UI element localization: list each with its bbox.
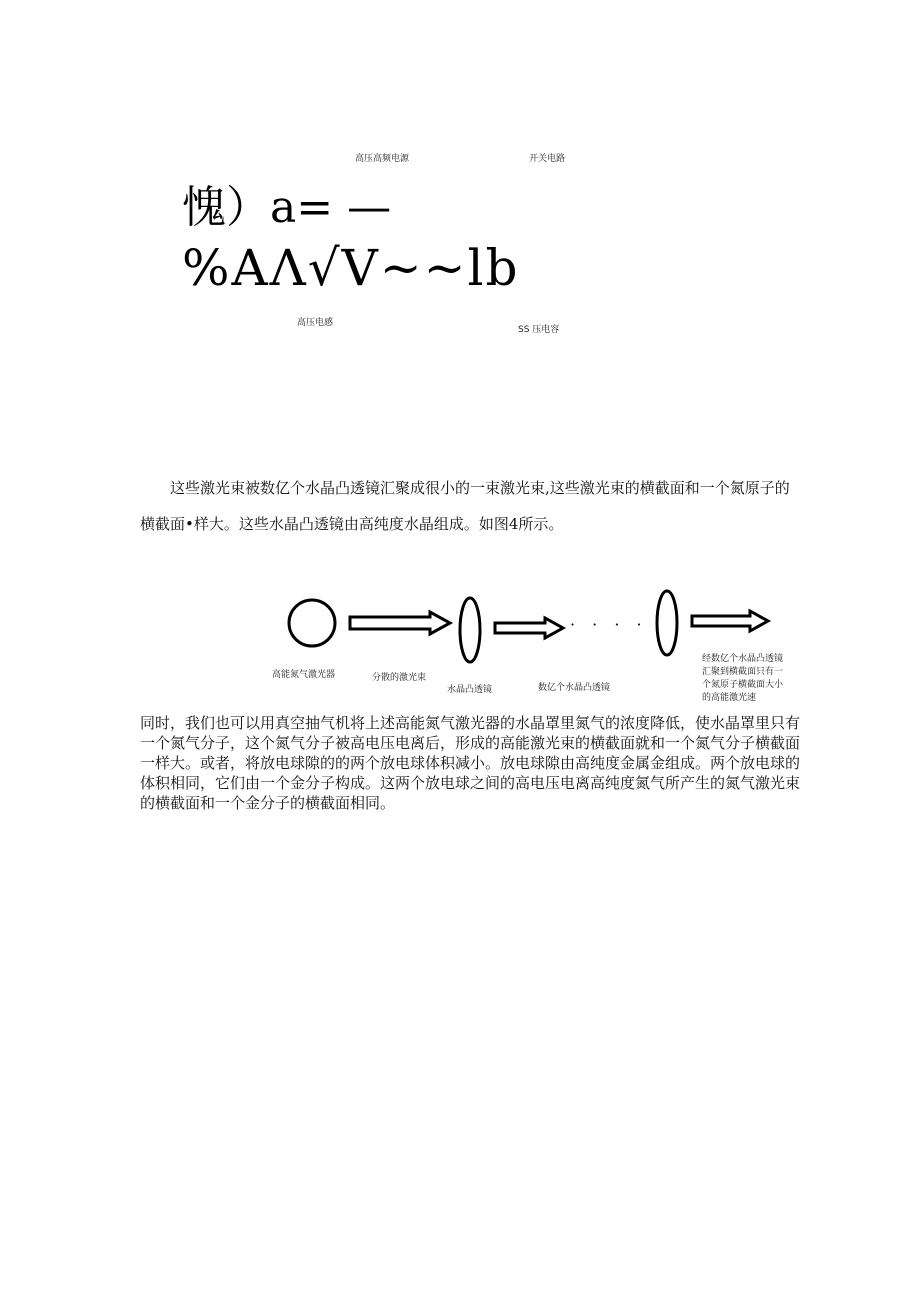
paragraph-lens-description: 这些激光束被数亿个水晶凸透镜汇聚成很小的一束激光束,这些激光束的横截面和一个氮原子的横截面•样大。这些水晶凸透镜由高纯度水晶组成。如图4所示。 bbox=[140, 479, 790, 533]
label-result-line-1: 经数亿个水晶凸透镜 bbox=[702, 654, 784, 664]
label-ss-capacitor: SS 压电容 bbox=[518, 325, 560, 335]
label-result-line-3: 个氮原子横截面大小 bbox=[702, 680, 784, 690]
label-hv-hf-source: 高压高频电源 bbox=[355, 154, 410, 164]
formula-line-1: 愧）a= — bbox=[182, 182, 392, 233]
label-divergent-beam: 分散的激光束 bbox=[372, 673, 427, 683]
lens-2 bbox=[657, 591, 677, 655]
label-result bbox=[702, 653, 783, 705]
paragraph-vacuum-method: 同时，我们也可以用真空抽气机将上述高能氮气激光器的水晶罩里氮气的浓度降低，使水晶罩里只有一个氮气分子，这个氮气分子被高电压电离后，形成的高能激光束的横截面就和一个氮气分子横截面一样大。或者，将放电球隙的的两个放电球体积减小。放电球隙由高纯度金属金组成。两个放电球的体积相同，它们由一个金分子构成。这两个放电球之间的高电压电离高纯度氮气所产生的氮气激光束的横截面和一个金分子的横截面相同。 bbox=[140, 714, 801, 812]
arrow-3 bbox=[692, 611, 768, 631]
formula-line-2: %AΛ√V~~lb bbox=[182, 239, 520, 297]
label-crystal-lens: 水晶凸透镜 bbox=[447, 685, 493, 695]
arrow-2 bbox=[495, 618, 563, 638]
label-result-line-2: 汇聚到横截面只有一 bbox=[702, 667, 784, 677]
label-result-line-4: 的高能激光速 bbox=[702, 693, 757, 703]
label-laser-source: 高能氮气激光器 bbox=[272, 670, 336, 680]
laser-source-circle bbox=[289, 600, 335, 646]
label-switch-circuit: 开关电路 bbox=[529, 154, 566, 164]
figure-4-diagram bbox=[270, 585, 790, 715]
lens-1 bbox=[460, 598, 480, 662]
label-hv-inductor: 高压电感 bbox=[297, 318, 334, 328]
label-billions-lenses: 数亿个水晶凸透镜 bbox=[538, 683, 611, 693]
ellipsis-dots: · · · · bbox=[570, 615, 648, 634]
arrow-1 bbox=[350, 612, 450, 634]
